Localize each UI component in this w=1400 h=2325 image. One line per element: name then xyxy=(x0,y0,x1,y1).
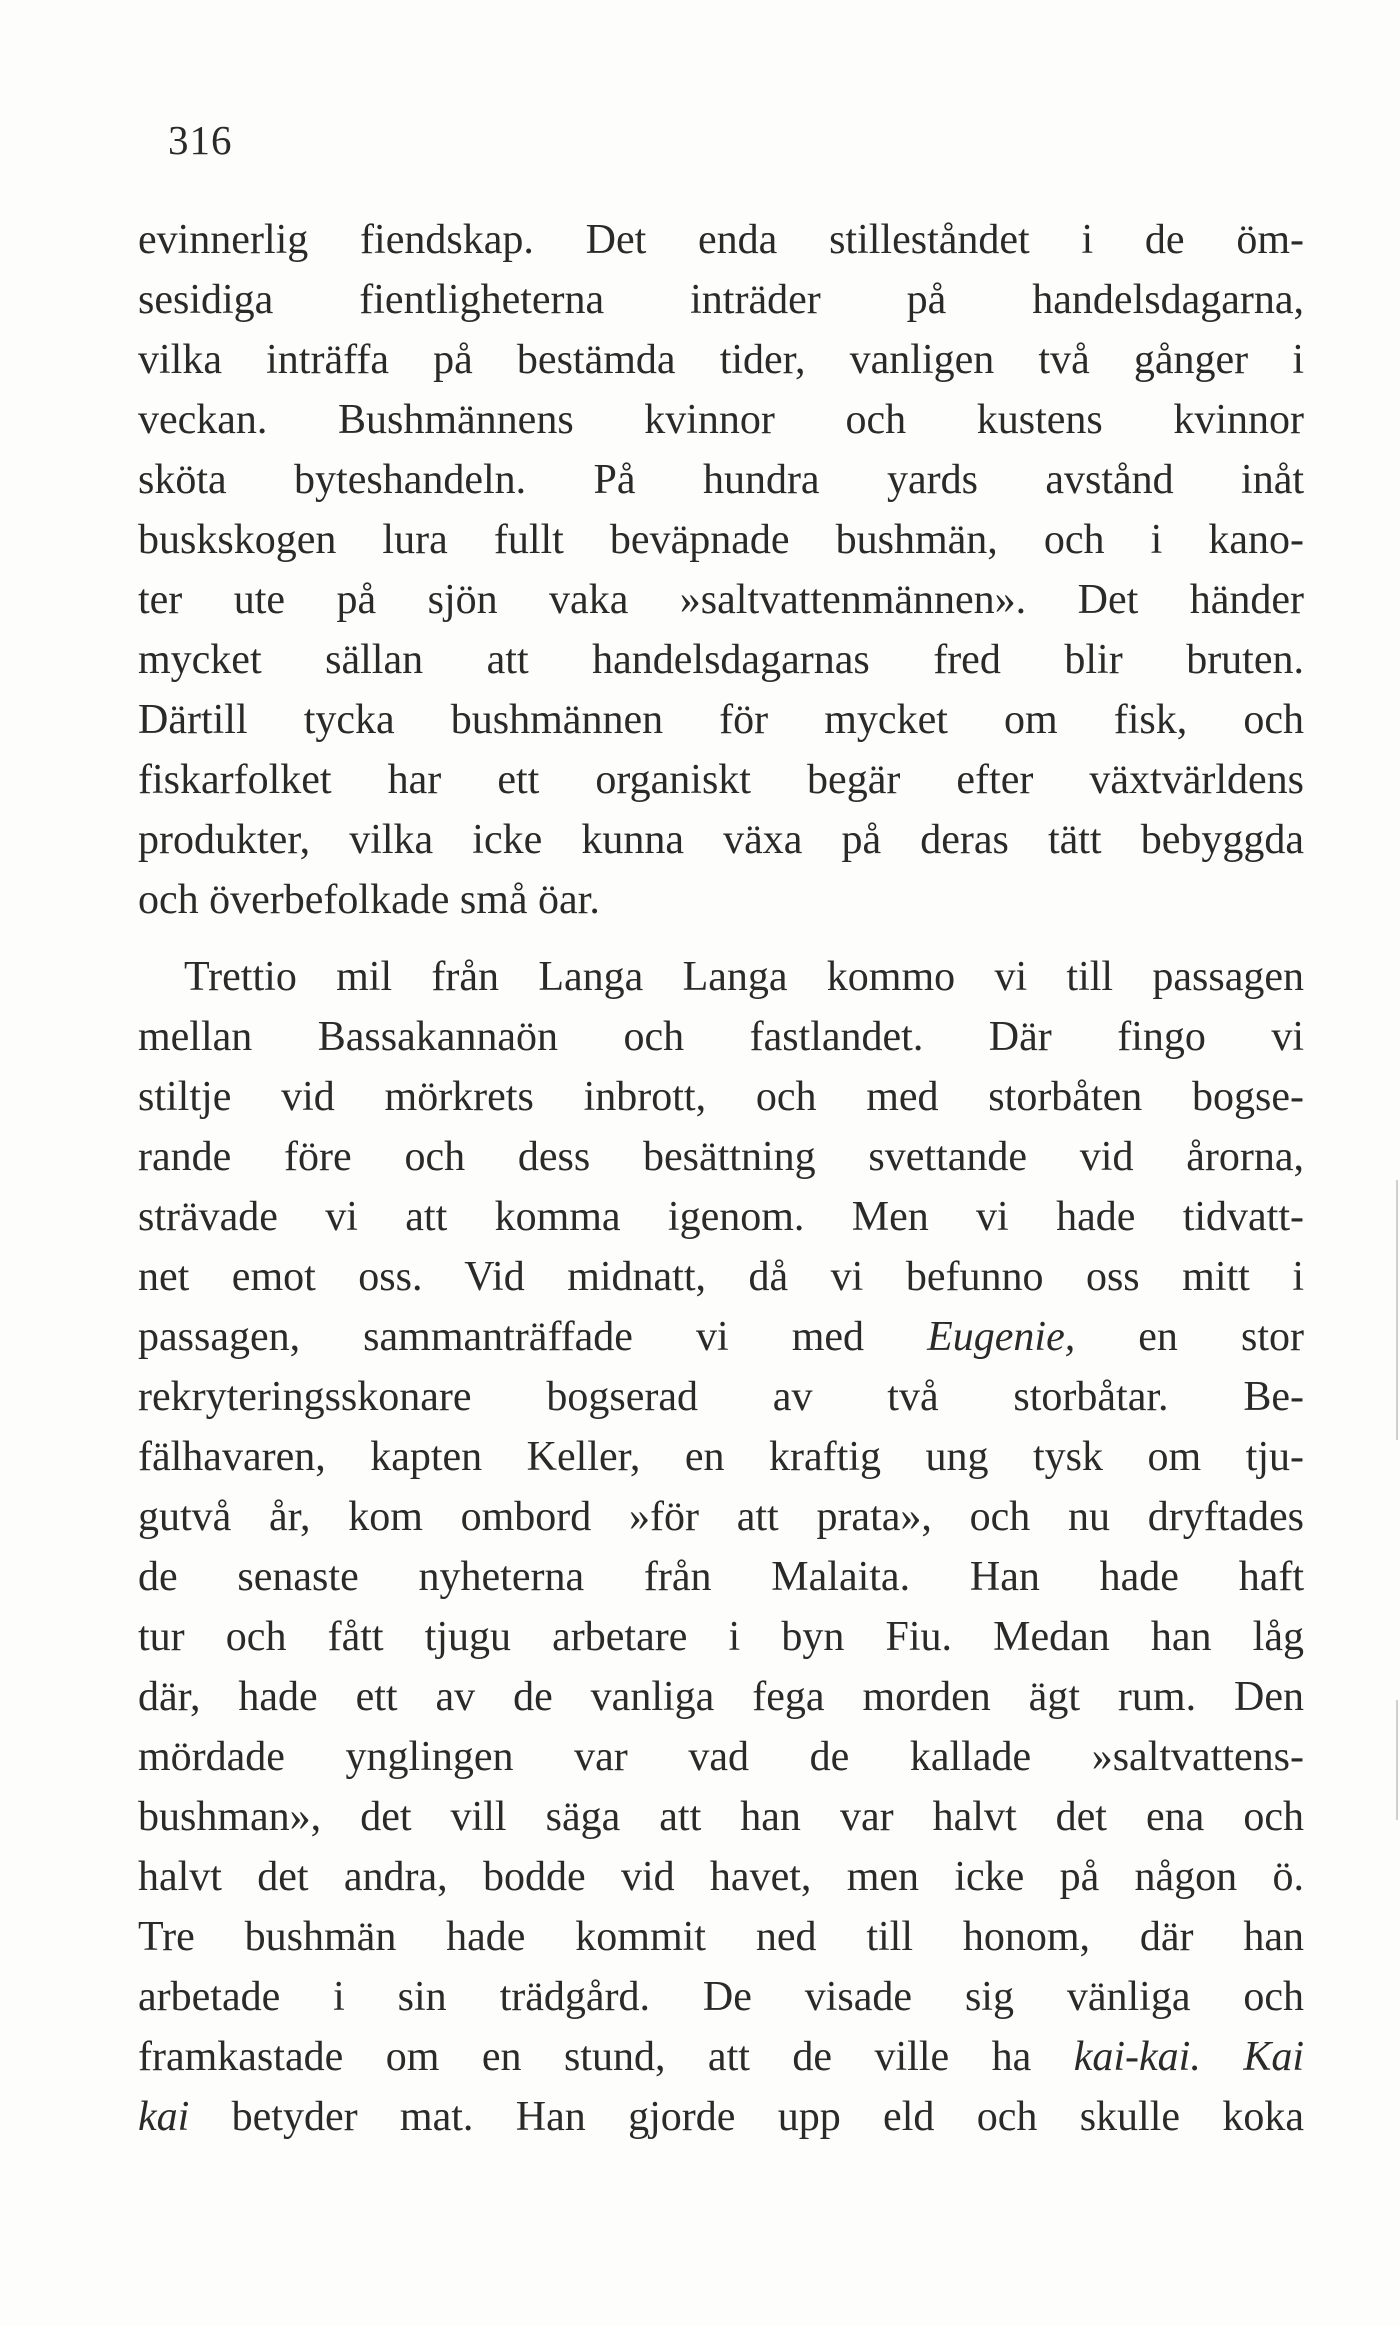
text-line: vilka inträffa på bestämda tider, vanligen två gånger i xyxy=(138,337,1304,383)
text-line: sesidiga fientligheterna inträder på handelsdagarna, xyxy=(138,277,1304,323)
text-run: framkastade om en stund, att de ville ha xyxy=(138,2034,1074,2080)
paragraph-1 xyxy=(138,210,1304,930)
italic-word: kai-kai. xyxy=(1073,2034,1201,2080)
text-run: betyder mat. Han gjorde upp eld och skulle koka xyxy=(189,2094,1304,2140)
paragraph-gap xyxy=(138,930,1304,947)
text-line: de senaste nyheterna från Malaita. Han hade haft xyxy=(138,1554,1304,1600)
text-line: mördade ynglingen var vad de kallade »saltvattens- xyxy=(138,1734,1304,1780)
paragraph-2 xyxy=(138,947,1304,2147)
body-text xyxy=(138,210,1304,2147)
text-line: rande före och dess besättning svettande vid årorna, xyxy=(138,1134,1304,1180)
text-line: buskskogen lura fullt beväpnade bushmän, och i kano- xyxy=(138,517,1304,563)
text-line: ter ute på sjön vaka »saltvattenmännen». Det händer xyxy=(138,577,1304,623)
scan-edge-shadow xyxy=(1396,1700,1398,1820)
text-run: en stor xyxy=(1075,1314,1304,1360)
text-line-kai-kai xyxy=(138,2027,1304,2087)
text-line: veckan. Bushmännens kvinnor och kustens kvinnor xyxy=(138,397,1304,443)
text-line: evinnerlig fiendskap. Det enda stilleståndet i de öm- xyxy=(138,217,1304,263)
scan-edge-shadow xyxy=(1396,1180,1398,1440)
text-line: där, hade ett av de vanliga fega morden ägt rum. Den xyxy=(138,1674,1304,1720)
text-line: fiskarfolket har ett organiskt begär efter växtvärldens xyxy=(138,757,1304,803)
italic-word: Kai xyxy=(1243,2034,1305,2080)
text-run xyxy=(1201,2034,1243,2080)
text-line: arbetade i sin trädgård. De visade sig vänliga och xyxy=(138,1974,1304,2020)
text-line: stiltje vid mörkrets inbrott, och med storbåten bogse- xyxy=(138,1074,1304,1120)
text-line: net emot oss. Vid midnatt, då vi befunno oss mitt i xyxy=(138,1254,1304,1300)
text-line: fälhavaren, kapten Keller, en kraftig ung tysk om tju- xyxy=(138,1434,1304,1480)
text-line: rekryteringsskonare bogserad av två storbåtar. Be- xyxy=(138,1374,1304,1420)
text-line: bushman», det vill säga att han var halvt det ena och xyxy=(138,1794,1304,1840)
text-line: mycket sällan att handelsdagarnas fred blir bruten. xyxy=(138,637,1304,683)
text-line: strävade vi att komma igenom. Men vi hade tidvatt- xyxy=(138,1194,1304,1240)
text-line: halvt det andra, bodde vid havet, men icke på någon ö. xyxy=(138,1854,1304,1900)
text-line: sköta byteshandeln. På hundra yards avstånd inåt xyxy=(138,457,1304,503)
text-line: produkter, vilka icke kunna växa på deras tätt bebyggda xyxy=(138,817,1304,863)
ship-name-italic: Eugenie, xyxy=(927,1314,1076,1360)
text-line-final xyxy=(138,2087,1304,2147)
text-run: passagen, sammanträffade vi med xyxy=(138,1314,928,1360)
text-line: Därtill tycka bushmännen för mycket om fisk, och xyxy=(138,697,1304,743)
text-line: gutvå år, kom ombord »för att prata», och nu dryftades xyxy=(138,1494,1304,1540)
text-line: tur och fått tjugu arbetare i byn Fiu. Medan han låg xyxy=(138,1614,1304,1660)
italic-word: kai xyxy=(138,2094,190,2140)
text-line: och överbefolkade små öar. xyxy=(138,877,600,923)
text-line: Trettio mil från Langa Langa kommo vi till passagen xyxy=(184,954,1304,1000)
text-line: mellan Bassakannaön och fastlandet. Där fingo vi xyxy=(138,1014,1304,1060)
text-line-ship-name xyxy=(138,1307,1304,1367)
page-number: 316 xyxy=(168,117,233,163)
text-line: Tre bushmän hade kommit ned till honom, där han xyxy=(138,1914,1304,1960)
